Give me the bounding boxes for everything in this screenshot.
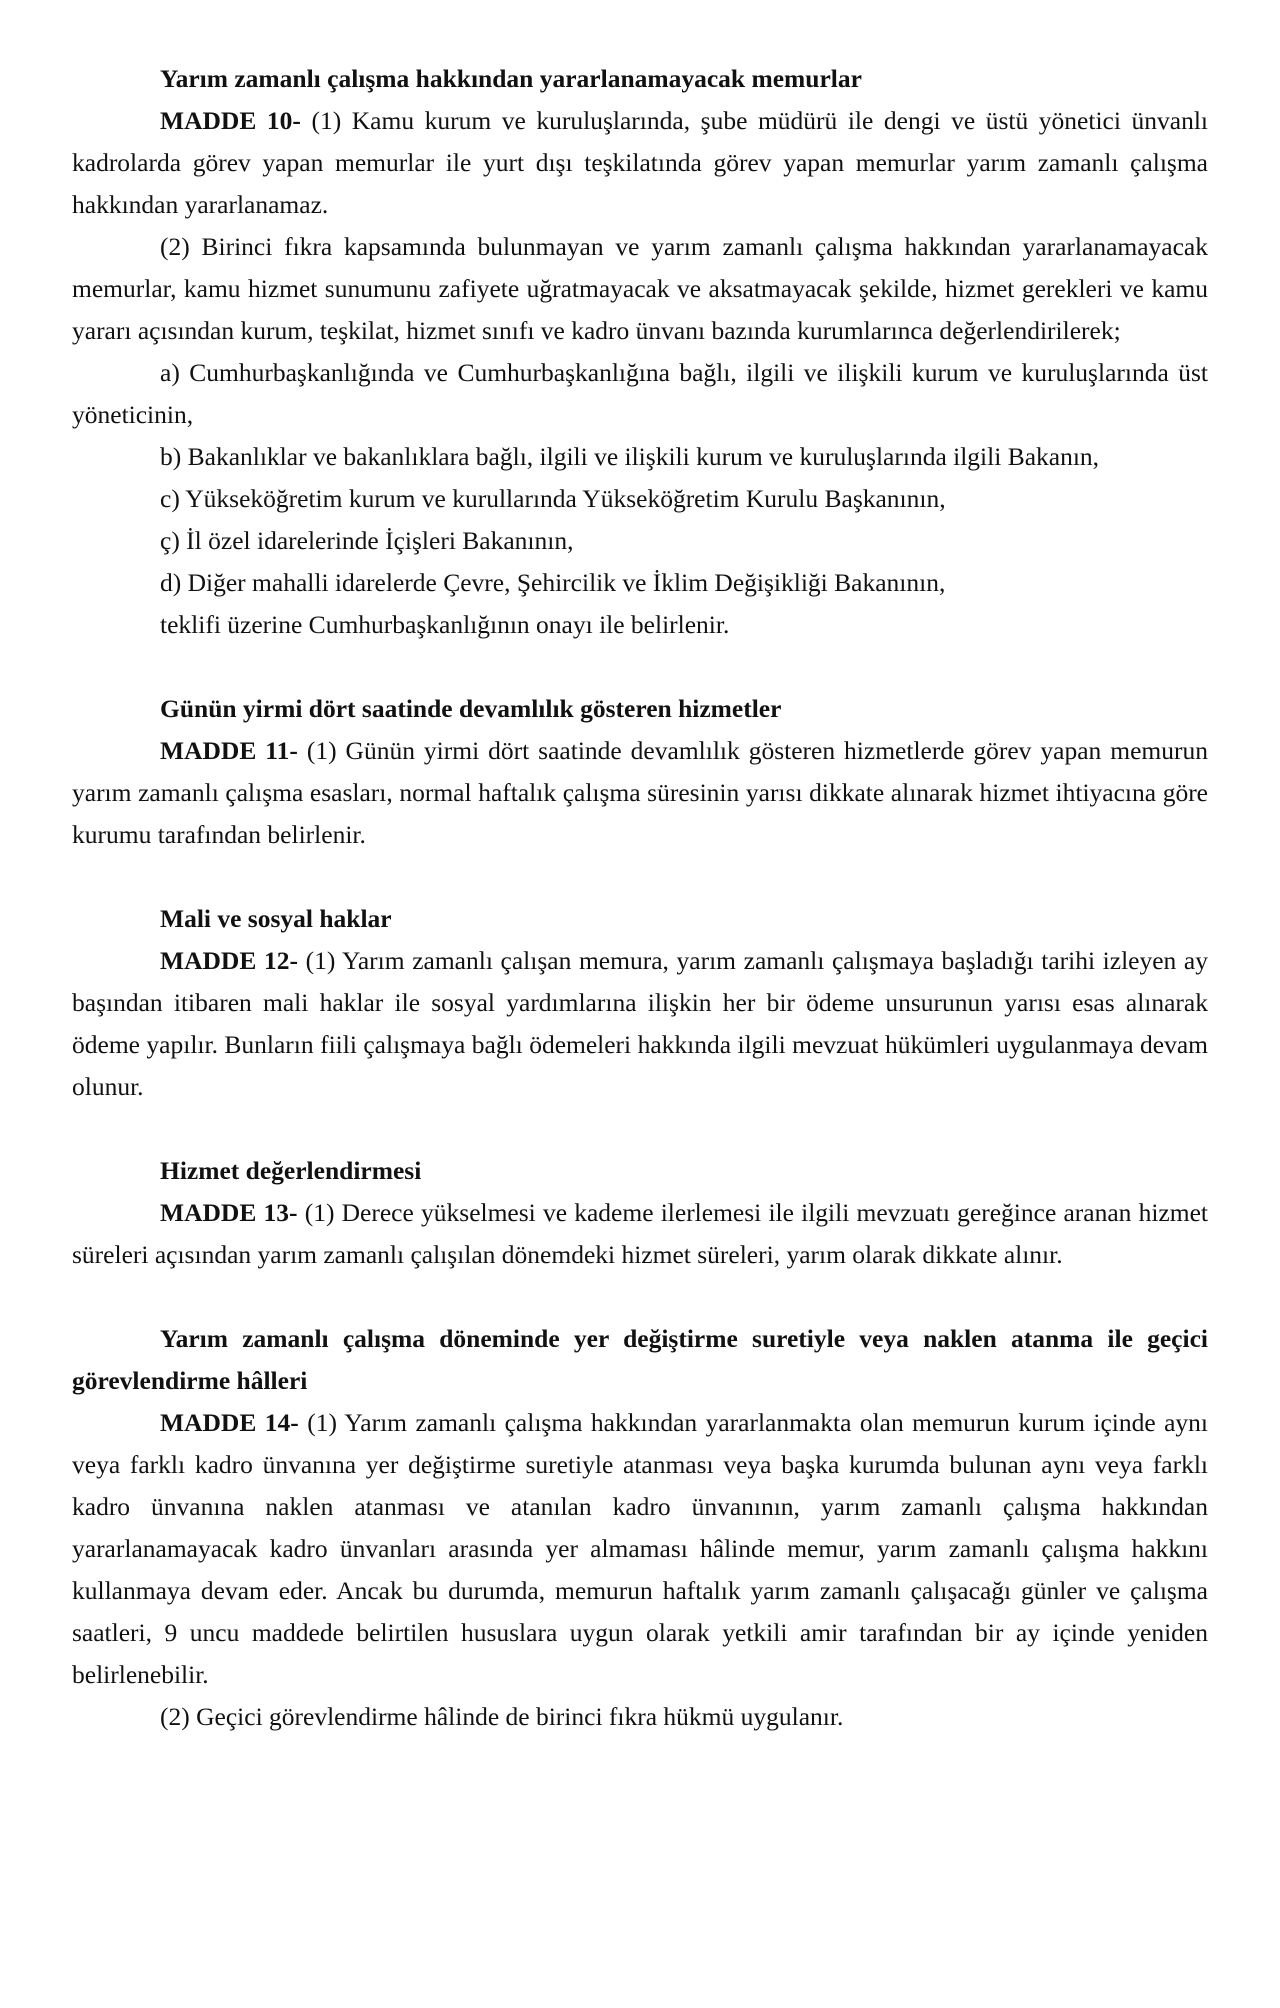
- article-number: MADDE 11-: [160, 736, 298, 765]
- section-heading: Mali ve sosyal haklar: [160, 904, 392, 933]
- list-item: ç) İl özel idarelerinde İçişleri Bakanının,: [160, 526, 574, 555]
- document-page: [72, 58, 1208, 1738]
- spacer: [72, 856, 1208, 898]
- list-item: b) Bakanlıklar ve bakanlıklara bağlı, ilgili ve ilişkili kurum ve kuruluşlarında ilgili Bakanın,: [160, 442, 1100, 471]
- article-paragraph: teklifi üzerine Cumhurbaşkanlığının onayı ile belirlenir.: [160, 610, 730, 639]
- article-paragraph: MADDE 11- (1) Günün yirmi dört saatinde devamlılık gösteren hizmetlerde görev yapan memurun yarım zamanlı çalışma esasları, normal haftalık çalışma süresinin yarısı dikkate alınarak hizmet ihtiyacına göre kurumu tarafından belirlenir.: [72, 736, 1208, 849]
- article-paragraph: MADDE 14- (1) Yarım zamanlı çalışma hakkından yararlanmakta olan memurun kurum içinde aynı veya farklı kadro ünvanına yer değiştirme suretiyle atanması veya başka kurumda bulunan aynı veya farklı kadro ünvanına naklen atanması ve atanılan kadro ünvanının, yarım zamanlı çalışma hakkından yararlanamayacak kadro ünvanları arasında yer almaması hâlinde memur, yarım zamanlı çalışma hakkını kullanmaya devam eder. Ancak bu durumda, memurun haftalık yarım zamanlı çalışacağı günler ve çalışma saatleri, 9 uncu maddede belirtilen hususlara uygun olarak yetkili amir tarafından bir ay içinde yeniden belirlenebilir.: [72, 1408, 1208, 1689]
- section-heading: Hizmet değerlendirmesi: [160, 1156, 422, 1185]
- spacer: [72, 1276, 1208, 1318]
- article-paragraph: MADDE 13- (1) Derece yükselmesi ve kademe ilerlemesi ile ilgili mevzuatı gereğince aranan hizmet süreleri açısından yarım zamanlı çalışılan dönemdeki hizmet süreleri, yarım olarak dikkate alınır.: [72, 1198, 1208, 1269]
- list-item: a) Cumhurbaşkanlığında ve Cumhurbaşkanlığına bağlı, ilgili ve ilişkili kurum ve kuruluşlarında üst yöneticinin,: [72, 358, 1208, 429]
- article-number: MADDE 14-: [160, 1408, 299, 1437]
- list-item: c) Yükseköğretim kurum ve kurullarında Yükseköğretim Kurulu Başkanının,: [160, 484, 946, 513]
- article-paragraph: MADDE 10- (1) Kamu kurum ve kuruluşlarında, şube müdürü ile dengi ve üstü yönetici ünvanlı kadrolarda görev yapan memurlar ile yurt dışı teşkilatında görev yapan memurlar yarım zamanlı çalışma hakkından yararlanamaz.: [72, 106, 1208, 219]
- list-item: d) Diğer mahalli idarelerde Çevre, Şehircilik ve İklim Değişikliği Bakanının,: [160, 568, 946, 597]
- article-number: MADDE 10-: [160, 106, 301, 135]
- article-paragraph: (2) Birinci fıkra kapsamında bulunmayan ve yarım zamanlı çalışma hakkından yararlanamayacak memurlar, kamu hizmet sunumunu zafiyete uğratmayacak ve aksatmayacak şekilde, hizmet gerekleri ve kamu yararı açısından kurum, teşkilat, hizmet sınıfı ve kadro ünvanı bazında kurumlarınca değerlendirilerek;: [72, 232, 1208, 345]
- section-heading: Yarım zamanlı çalışma döneminde yer değiştirme suretiyle veya naklen atanma ile geçici görevlendirme hâlleri: [72, 1324, 1208, 1395]
- section-heading: Yarım zamanlı çalışma hakkından yararlanamayacak memurlar: [160, 64, 862, 93]
- section-heading: Günün yirmi dört saatinde devamlılık gösteren hizmetler: [160, 694, 782, 723]
- spacer: [72, 646, 1208, 688]
- article-paragraph: (2) Geçici görevlendirme hâlinde de birinci fıkra hükmü uygulanır.: [160, 1702, 844, 1731]
- spacer: [72, 1108, 1208, 1150]
- article-number: MADDE 13-: [160, 1198, 298, 1227]
- article-paragraph: MADDE 12- (1) Yarım zamanlı çalışan memura, yarım zamanlı çalışmaya başladığı tarihi izleyen ay başından itibaren mali haklar ile sosyal yardımlarına ilişkin her bir ödeme unsurunun yarısı esas alınarak ödeme yapılır. Bunların fiili çalışmaya bağlı ödemeleri hakkında ilgili mevzuat hükümleri uygulanmaya devam olunur.: [72, 946, 1208, 1101]
- article-number: MADDE 12-: [160, 946, 298, 975]
